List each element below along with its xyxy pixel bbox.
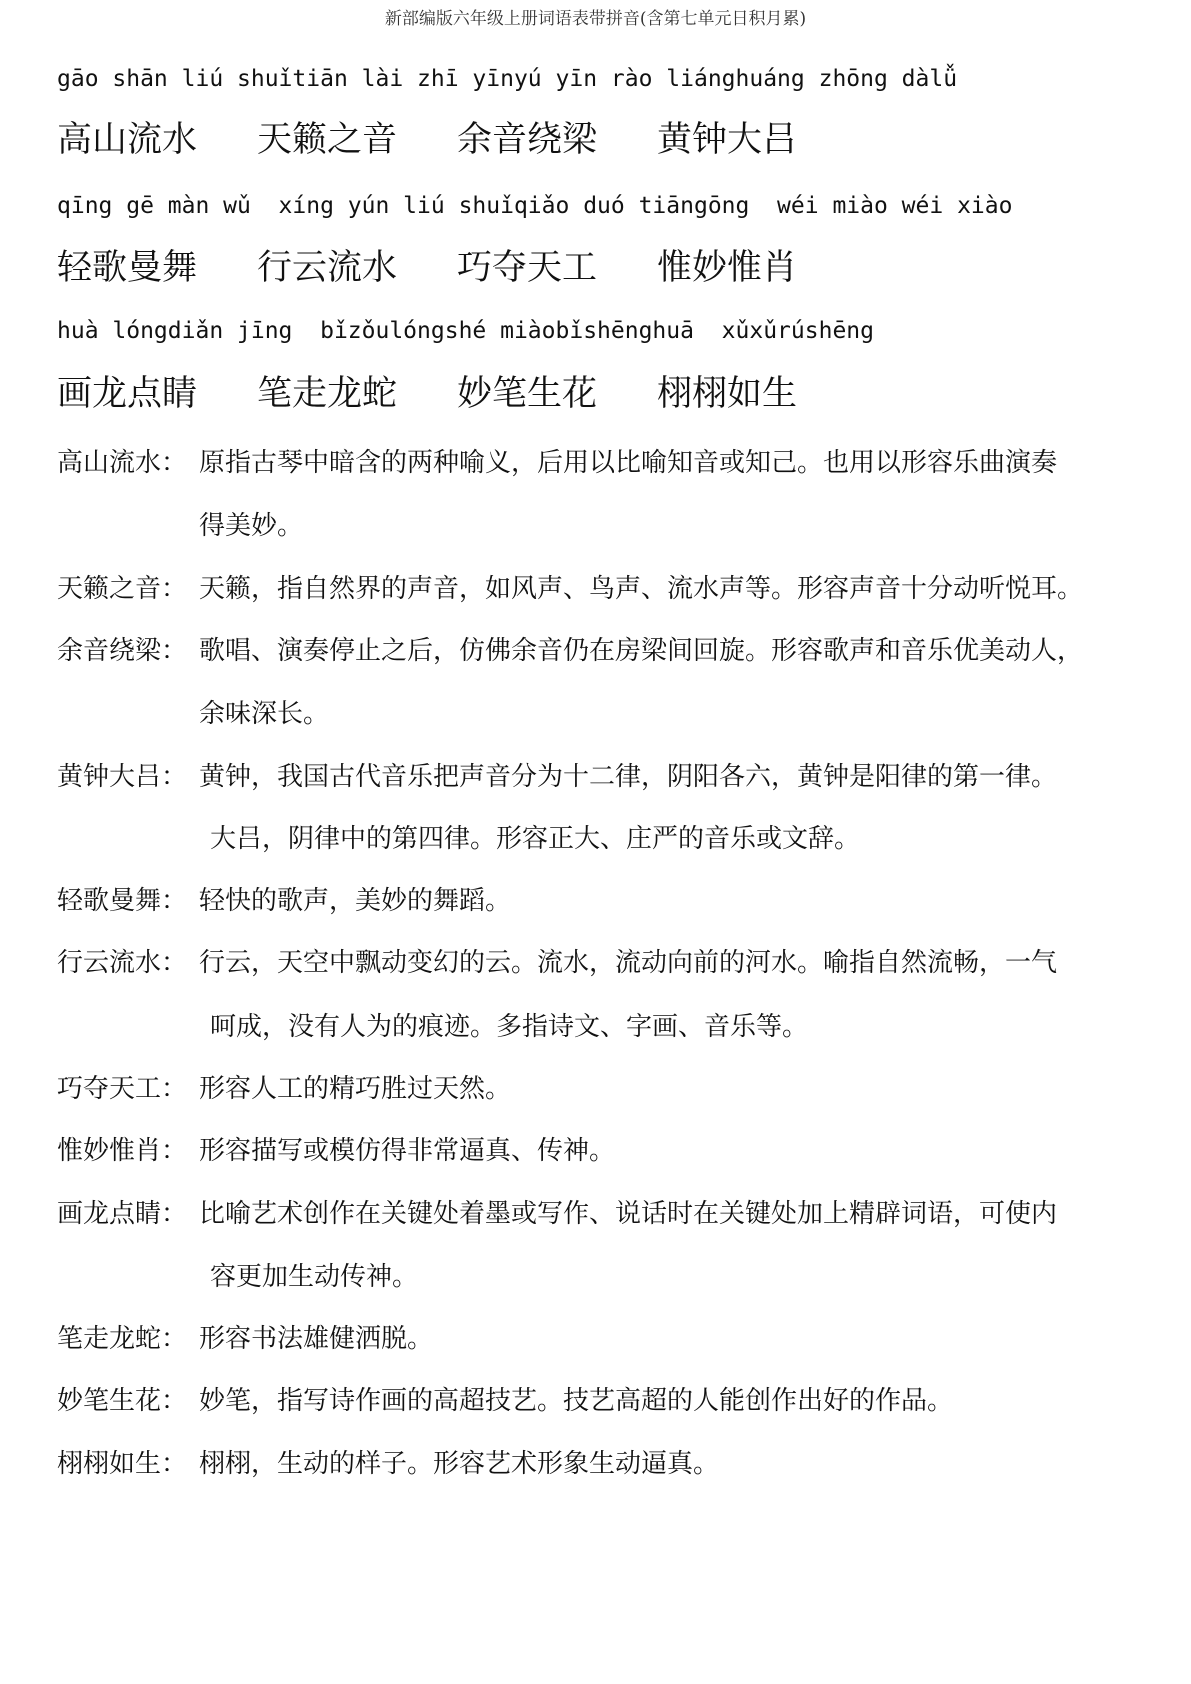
definition-text: 歌唱、演奏停止之后，仿佛余音仍在房梁间回旋。形容歌声和音乐优美动人，: [199, 636, 1084, 666]
idiom: 行云流水: [257, 248, 398, 288]
definition-term: 行云流水：: [57, 948, 188, 978]
definition-term: 妙笔生花：: [57, 1386, 188, 1416]
definition-term: 惟妙惟肖：: [57, 1136, 188, 1166]
definition-term: 笔走龙蛇：: [57, 1324, 188, 1354]
document-header: 新部编版六年级上册词语表带拼音(含第七单元日积月累): [384, 9, 807, 29]
pinyin-row: huà lóngdiǎn jīng bǐzǒulóngshé miàobǐshēnghuā xǔxǔrúshēng: [57, 318, 874, 344]
definition-text: 行云，天空中飘动变幻的云。流水，流动向前的河水。喻指自然流畅，一气: [199, 948, 1058, 978]
idiom: 轻歌曼舞: [57, 248, 198, 288]
definition-continuation: 大吕，阴律中的第四律。形容正大、庄严的音乐或文辞。: [210, 824, 861, 854]
definition-text: 轻快的歌声，美妙的舞蹈。: [199, 886, 512, 916]
definition-term: 高山流水：: [57, 448, 188, 478]
idiom: 妙笔生花: [457, 374, 598, 414]
idiom: 笔走龙蛇: [257, 374, 398, 414]
definition-text: 形容人工的精巧胜过天然。: [199, 1074, 512, 1104]
idiom: 天籁之音: [257, 120, 398, 160]
definition-text: 黄钟，我国古代音乐把声音分为十二律，阴阳各六，黄钟是阳律的第一律。: [199, 762, 1058, 792]
definition-term: 天籁之音：: [57, 574, 188, 604]
idiom: 栩栩如生: [657, 374, 798, 414]
definition-continuation: 容更加生动传神。: [210, 1262, 419, 1292]
definition-text: 天籁，指自然界的声音，如风声、鸟声、流水声等。形容声音十分动听悦耳。: [199, 574, 1084, 604]
definition-term: 栩栩如生：: [57, 1449, 188, 1479]
definition-term: 巧夺天工：: [57, 1074, 188, 1104]
definition-text: 形容书法雄健洒脱。: [199, 1324, 434, 1354]
pinyin-row: gāo shān liú shuǐtiān lài zhī yīnyú yīn rào liánghuáng zhōng dàlǚ: [57, 66, 958, 92]
idiom: 余音绕梁: [457, 120, 598, 160]
definition-term: 画龙点睛：: [57, 1199, 188, 1229]
idiom: 高山流水: [57, 120, 198, 160]
definition-text: 形容描写或模仿得非常逼真、传神。: [199, 1136, 616, 1166]
definition-continuation: 余味深长。: [199, 699, 330, 729]
idiom: 黄钟大吕: [657, 120, 798, 160]
definition-continuation: 得美妙。: [199, 511, 304, 541]
definition-term: 轻歌曼舞：: [57, 886, 188, 916]
idiom: 惟妙惟肖: [657, 248, 798, 288]
definition-term: 黄钟大吕：: [57, 762, 188, 792]
definition-text: 原指古琴中暗含的两种喻义，后用以比喻知音或知己。也用以形容乐曲演奏: [199, 448, 1058, 478]
idiom: 画龙点睛: [57, 374, 198, 414]
pinyin-row: qīng gē màn wǔ xíng yún liú shuǐqiǎo duó tiāngōng wéi miào wéi xiào: [57, 193, 1013, 219]
definition-term: 余音绕梁：: [57, 636, 188, 666]
definition-text: 妙笔，指写诗作画的高超技艺。技艺高超的人能创作出好的作品。: [199, 1386, 954, 1416]
definition-text: 比喻艺术创作在关键处着墨或写作、说话时在关键处加上精辟词语，可使内: [199, 1199, 1058, 1229]
definition-continuation: 呵成，没有人为的痕迹。多指诗文、字画、音乐等。: [210, 1012, 809, 1042]
definition-text: 栩栩，生动的样子。形容艺术形象生动逼真。: [199, 1449, 720, 1479]
idiom: 巧夺天工: [457, 248, 598, 288]
